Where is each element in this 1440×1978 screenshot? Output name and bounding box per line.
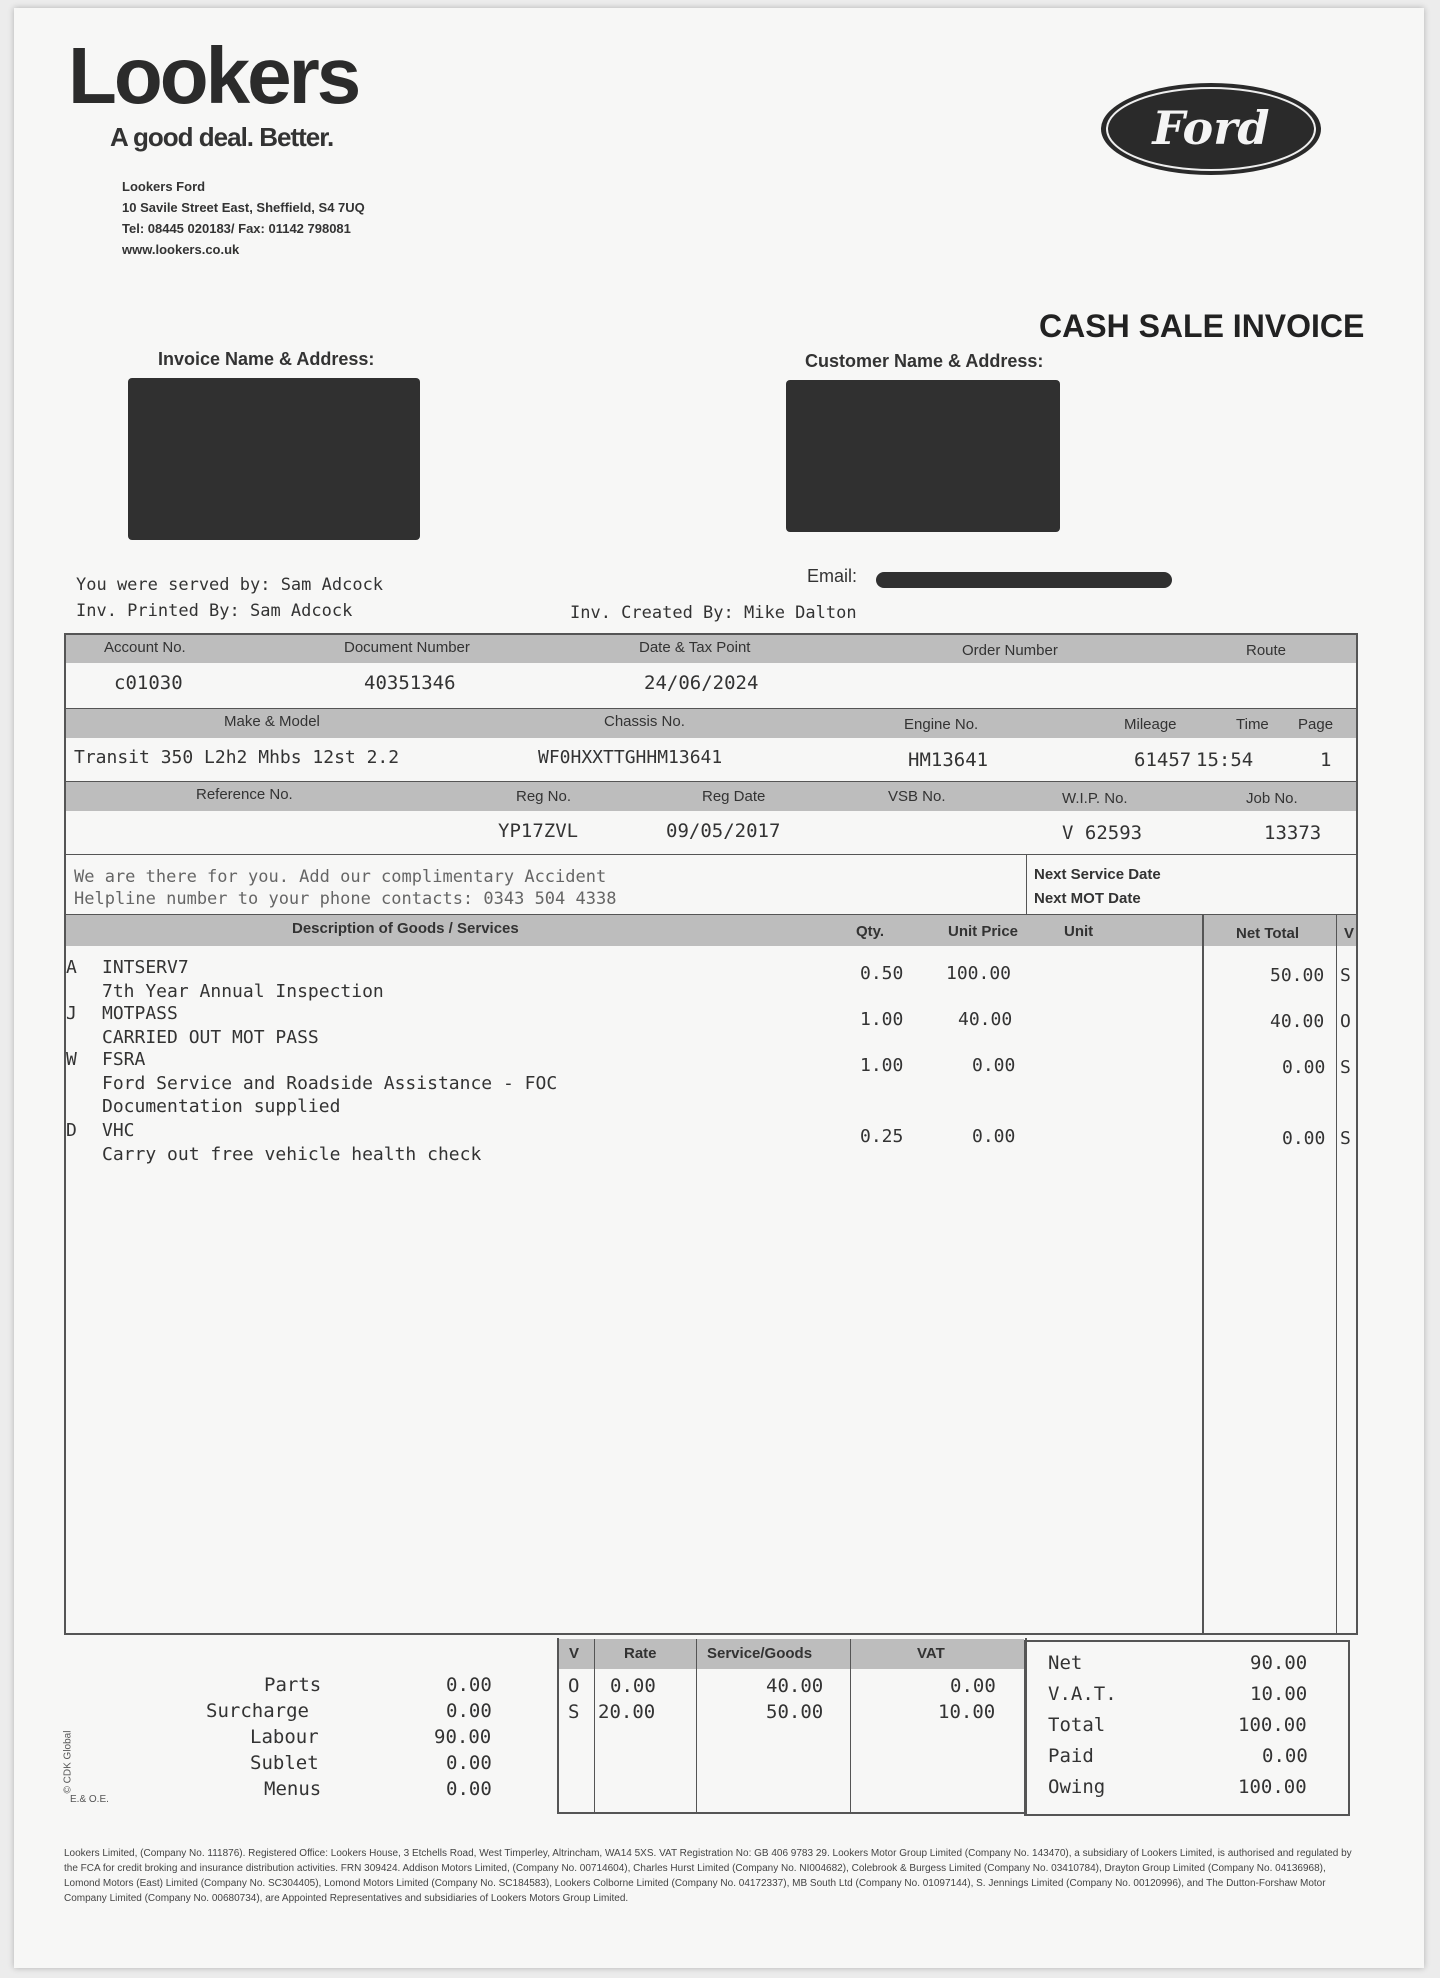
item-description: Documentation supplied [102,1096,341,1117]
item-vat-code: S [1340,965,1351,986]
email-redacted [876,572,1172,588]
page-value: 1 [1320,749,1332,771]
total-value: 100.00 [1238,1714,1307,1736]
chassis-no-header: Chassis No. [604,713,685,730]
row-divider [64,914,1358,915]
item-vat-code: S [1340,1057,1351,1078]
surcharge-value: 0.00 [446,1700,492,1722]
next-mot-label: Next MOT Date [1034,890,1141,907]
time-header: Time [1236,716,1269,733]
service-goods-col-header: Service/Goods [707,1645,813,1662]
vat-code-header: V [1344,925,1355,942]
paid-label: Paid [1048,1745,1094,1767]
vat-row-rate: 20.00 [598,1701,656,1723]
vat-row-rate: 0.00 [610,1675,656,1697]
parts-value: 0.00 [446,1674,492,1696]
unit-price-header: Unit Price [948,923,1019,940]
vat-label: V.A.T. [1048,1683,1117,1705]
item-unit-price: 100.00 [946,963,1012,984]
vat-row-vat: 0.00 [950,1675,996,1697]
item-unit-price: 40.00 [958,1009,1013,1030]
item-code: FSRA [102,1049,146,1070]
item-net-total: 40.00 [1270,1011,1325,1032]
item-description: Ford Service and Roadside Assistance - FOC [102,1073,558,1094]
item-net-total: 0.00 [1282,1128,1326,1149]
job-no-header: Job No. [1246,790,1298,807]
dealer-address-block [122,176,365,260]
document-number-value: 40351346 [364,672,456,694]
item-vat-code: S [1340,1128,1351,1149]
paid-value: 0.00 [1262,1745,1308,1767]
dealer-phone: Tel: 08445 020183/ Fax: 01142 798081 [122,221,351,236]
date-tax-point-header: Date & Tax Point [639,639,751,656]
net-label: Net [1048,1652,1083,1674]
account-no-value: c01030 [114,672,183,694]
printed-by: Inv. Printed By: Sam Adcock [76,601,353,621]
job-no-value: 13373 [1264,822,1322,844]
account-no-header: Account No. [104,639,186,656]
row-divider [64,781,1358,782]
reg-date-header: Reg Date [702,788,766,805]
item-description: 7th Year Annual Inspection [102,981,384,1002]
item-qty: 0.25 [860,1126,904,1147]
document-number-header: Document Number [344,639,470,656]
table-border-bottom [64,1633,1358,1635]
dealer-name: Lookers Ford [122,179,206,194]
vat-value: 10.00 [1250,1683,1308,1705]
ford-logo-text: Ford [1152,101,1270,155]
vat-code-column-divider [1336,914,1337,1634]
vat-col-header: VAT [917,1645,945,1662]
item-qty: 0.50 [860,963,904,984]
make-model-value: Transit 350 L2h2 Mhbs 12st 2.2 [74,747,400,768]
wip-no-header: W.I.P. No. [1062,790,1128,807]
route-header: Route [1246,642,1287,659]
vat-table [557,1638,1027,1814]
served-by: You were served by: Sam Adcock [76,575,384,595]
vat-row-code: O [568,1675,580,1697]
menus-value: 0.00 [446,1778,492,1800]
service-date-divider [1026,854,1027,914]
reg-no-value: YP17ZVL [498,820,579,842]
date-tax-point-value: 24/06/2024 [644,672,759,694]
net-total-header: Net Total [1236,925,1300,942]
item-code: MOTPASS [102,1003,178,1024]
parts-label: Parts [264,1674,322,1696]
engine-no-header: Engine No. [904,716,979,733]
chassis-no-value: WF0HXXTTGHHM13641 [538,747,723,768]
lookers-tagline: A good deal. Better. [110,122,334,152]
wip-no-value: V 62593 [1062,822,1143,844]
vat-table-divider [850,1639,851,1812]
vat-row-goods: 50.00 [766,1701,824,1723]
item-net-total: 50.00 [1270,965,1325,986]
time-value: 15:54 [1196,749,1254,771]
mileage-header: Mileage [1124,716,1177,733]
email-label: Email: [807,566,858,586]
item-qty: 1.00 [860,1055,904,1076]
vat-code-col-header: V [569,1645,580,1662]
item-description: Carry out free vehicle health check [102,1144,482,1165]
item-unit-price: 0.00 [972,1126,1016,1147]
table-border-right [1356,633,1358,1635]
invoice-address-redacted [128,378,420,540]
owing-label: Owing [1048,1776,1106,1798]
labour-label: Labour [250,1726,319,1748]
dealer-web: www.lookers.co.uk [122,242,240,257]
qty-header: Qty. [856,923,885,940]
item-code: VHC [102,1120,135,1141]
lookers-logo: Lookers [68,31,359,120]
item-net-total: 0.00 [1282,1057,1326,1078]
owing-value: 100.00 [1238,1776,1307,1798]
document-title: CASH SALE INVOICE [1039,308,1365,344]
customer-address-redacted [786,380,1060,532]
reg-no-header: Reg No. [516,788,572,805]
customer-address-label: Customer Name & Address: [805,351,1044,371]
vat-row-vat: 10.00 [938,1701,996,1723]
page-header: Page [1298,716,1334,733]
sublet-value: 0.00 [446,1752,492,1774]
labour-value: 90.00 [434,1726,492,1748]
table-border-left [64,633,66,1635]
total-label: Total [1048,1714,1106,1736]
next-service-label: Next Service Date [1034,866,1161,883]
net-value: 90.00 [1250,1652,1308,1674]
make-model-header: Make & Model [224,713,320,730]
vat-table-divider [696,1639,697,1812]
created-by: Inv. Created By: Mike Dalton [570,603,857,623]
menus-label: Menus [264,1778,322,1800]
description-header: Description of Goods / Services [292,920,519,937]
item-unit-price: 0.00 [972,1055,1016,1076]
unit-header: Unit [1064,923,1094,940]
eoe-mark: E.& O.E. [70,1794,109,1805]
surcharge-label: Surcharge [206,1700,309,1722]
vat-row-goods: 40.00 [766,1675,824,1697]
invoice-address-label: Invoice Name & Address: [158,349,375,369]
item-qty: 1.00 [860,1009,904,1030]
vsb-no-header: VSB No. [888,788,946,805]
cdk-global-mark: © CDK Global [62,1730,74,1794]
mileage-value: 61457 [1134,749,1192,771]
reg-date-value: 09/05/2017 [666,820,781,842]
item-vat-code: O [1340,1011,1351,1032]
row-divider [64,854,1358,855]
net-total-column-divider [1202,914,1204,1634]
reference-no-header: Reference No. [196,786,293,803]
dealer-address: 10 Savile Street East, Sheffield, S4 7UQ [122,200,365,215]
items-header-band [64,914,1358,946]
ford-logo [1098,78,1324,180]
vat-table-divider [594,1639,595,1812]
rate-col-header: Rate [624,1645,657,1662]
invoice-page: Lookers A good deal. Better. Lookers Ford 10 Savile Street East, Sheffield, S4 7UQ Tel: 08445 020183/ Fax: 01142 798081 www.lookers.co.uk Ford CASH SALE INVOICE Invoice Name & Address: Customer Name & Address: Email: You were served by: Sam Adcock Inv. Printed By: Sam Adcock Inv. Created By: Mike Dalton Account No. Document Number Date & Tax Point Order Number Route c01030 40351346 24/06/2024 Make & Model Chassis No. Engine No. Mileage Time Page Transit 350 L2h2 Mhbs 12st 2.2 WF0HXXTTGHHM13641 HM13641 61457 15:54 1 Reference No. Reg No. Reg Date VSB No. W.I.P. No. Job No. YP17ZVL 09/05/2017 V 62593 13373 We are there for you. Add our complimentary Accident Helpline number to your phone contacts: 0343 504 4338 Next Service Date Next MOT Date Description of Goods / Services Qty. Unit Price Unit Net Total V A INTSERV7 7th Year Annual Inspection 0.50 100.00 50.00 S J MOTPASS CARRIED OUT MOT PASS 1.00 40.00 40.00 O W FSRA Ford Service and Roadside Assistance - FOC Documentation supplied 1.00 0.00 0.00 S D VHC Carry out free vehicle health check 0.25 0.00 0.00 S Parts 0.00 Surcharge 0.00 Labour 90.00 Sublet 0.00 Menus 0.00 V Rate Service/Goods VAT O 0.00 40.00 0.00 S 20.00 50.00 10.00 Net 90.00 V.A.T. 10.00 Total 100.00 Paid 0.00 Owing 100.00 © CDK Global E.& O.E. Lookers Limited, (Company No. 111876). Registered Office: Lookers House, 3 Etchells Road, West Timperley, Altrincham, WA14 5XS. VAT Registration No: GB 406 9783 29. Lookers Motor Group Limited (Company No. 143470), a subsidiary of Lookers Limited, is authorised and regulated by the FCA for credit broking and insurance distribution activities. FRN 309424. Addison Motors Limited, (Company No. 00714604), Charles Hurst Limited (Company No. NI004682), Colebrook & Burgess Limited (Company No. 03410784), Drayton Group Limited (Company No. 04136968), Lomond Motors (East) Limited (Company No. SC304405), Lomond Motors Limited (Company No. SC184583), Lookers Colborne Limited (Company No. 04172337), MB South Ltd (Company No. 01097144), S. Jennings Limited (Company No. 00120996), and The Dutton-Forshaw Motor Company Limited (Company No. 00680734), are Appointed Representatives and subsidiaries of Lookers Motors Group Limited. [14,8,1424,1968]
table-border-top [64,633,1358,635]
item-description: CARRIED OUT MOT PASS [102,1027,319,1048]
item-code: INTSERV7 [102,957,189,978]
order-number-header: Order Number [962,642,1058,659]
engine-no-value: HM13641 [908,749,989,771]
sublet-label: Sublet [250,1752,319,1774]
helpline-message: We are there for you. Add our complimentary Accident Helpline number to your phone contacts: 0343 504 4338 [74,867,617,909]
vat-row-code: S [568,1701,580,1723]
row-divider [64,708,1358,709]
legal-footer: Lookers Limited, (Company No. 111876). Registered Office: Lookers House, 3 Etchells Road, West Timperley, Altrincham, WA14 5XS. VAT Registration No: GB 406 9783 29. Lookers Motor Group Limited (Company No. 143470), a subsidiary of Lookers Limited, is authorised and regulated by the FCA for credit broking and insurance distribution activities. FRN 309424. Addison Motors Limited, (Company No. 00714604), Charles Hurst Limited (Company No. NI004682), Colebrook & Burgess Limited (Company No. 03410784), Drayton Group Limited (Company No. 04136968), Lomond Motors (East) Limited (Company No. SC304405), Lomond Motors Limited (Company No. SC184583), Lookers Colborne Limited (Company No. 04172337), MB South Ltd (Company No. 01097144), S. Jennings Limited (Company No. 00120996), and The Dutton-Forshaw Motor Company Limited (Company No. 00680734), are Appointed Representatives and subsidiaries of Lookers Motors Group Limited. [64,1848,1352,1904]
